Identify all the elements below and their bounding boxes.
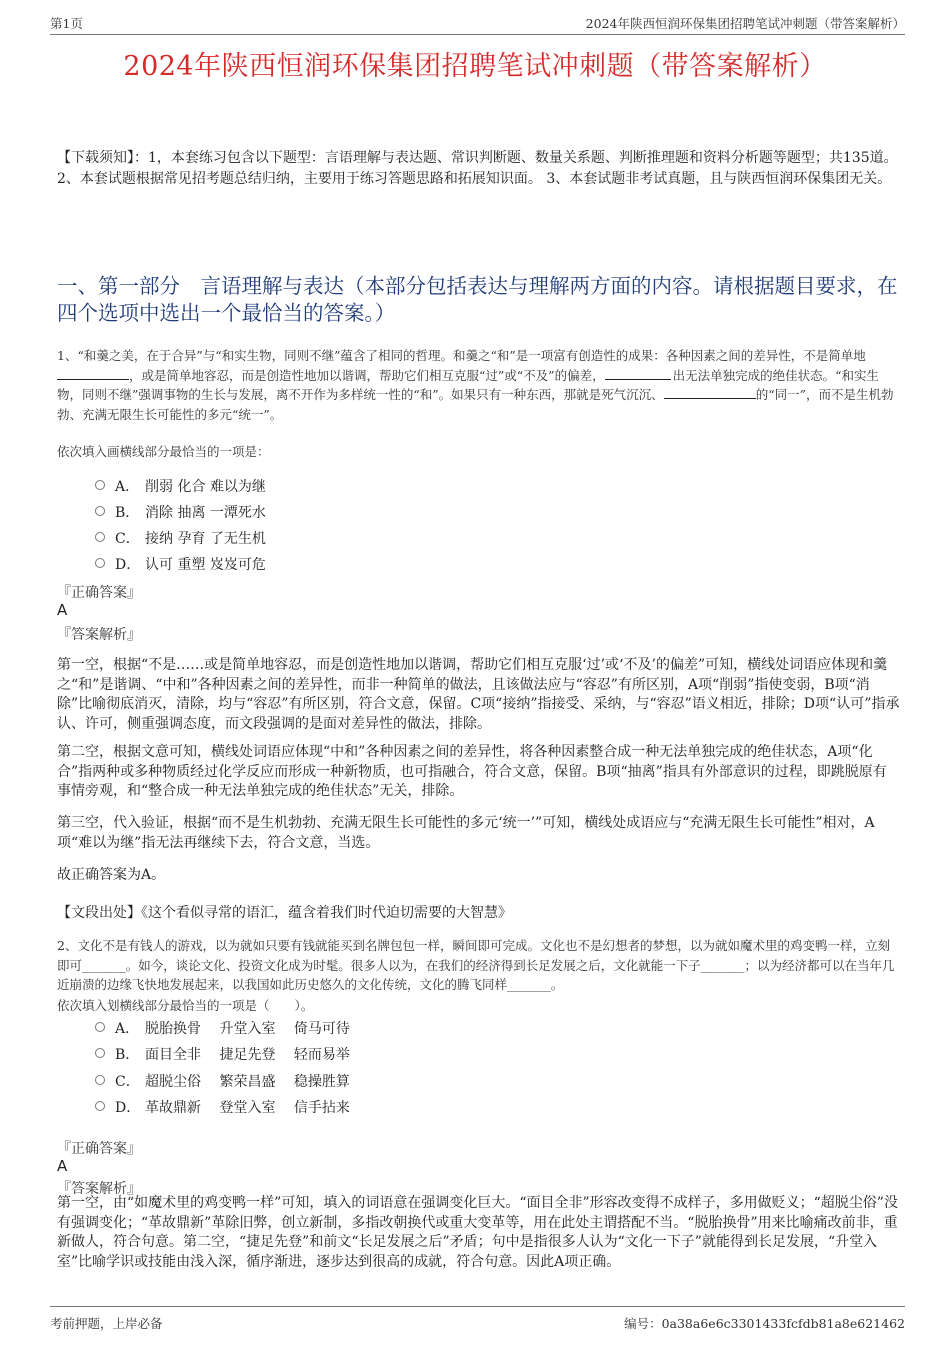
document-title: 2024年陕西恒润环保集团招聘笔试冲刺题（带答案解析） <box>123 51 827 82</box>
option-c[interactable]: C． 接纳 孕育 了无生机 <box>95 528 266 548</box>
radio-icon[interactable] <box>95 480 105 490</box>
blank-3 <box>664 385 756 399</box>
answer-value: A <box>57 601 68 619</box>
page-footer <box>50 1306 905 1337</box>
answer-label: 『正确答案』 <box>57 585 141 601</box>
analysis-paragraph: 第一空，由“如魔术里的鸡变鸭一样”可知，填入的词语意在强调变化巨大。“面目全非”形容改变得不成样子，多用做贬义；“超脱尘俗”没有强调变化；“革故鼎新”革除旧弊，创立新制，多指改朝换代或重大变革等，用在此处主谓搭配不当。“脱胎换骨”用来比喻痛改前非，重新做人，符合句意。第二空，“捷足先登”和前文“长足发展之后”矛盾；句中是指很多人认为“文化一下子”就能得到长足发展，“升堂入室”比喻学识或技能由浅入深，循序渐进，逐步达到很高的成就，符合句意。因此A项正确。 <box>57 1195 898 1270</box>
analysis-paragraph: 第三空，代入验证，根据“而不是生机勃勃、充满无限生长可能性的多元‘统一’”可知，横线处成语应与“充满无限生长可能性”相对，A项“难以为继”指无法再继续下去，符合文意，当选。 <box>57 815 875 851</box>
download-notice: 【下载须知】：1，本套练习包含以下题型：言语理解与表达题、常识判断题、数量关系题、判断推理题和资料分析题等题型；共135道。 2、本套试题根据常见招考题总结归纳，主要用于练习答题思路和拓展知识面。 3、本套试题非考试真题，且与陕西恒润环保集团无关。 <box>57 150 898 187</box>
radio-icon[interactable] <box>95 532 105 542</box>
option-a[interactable]: A． 脱胎换骨 升堂入室 倚马可待 <box>95 1018 350 1038</box>
header-doc-title: 2024年陕西恒润环保集团招聘笔试冲刺题（带答案解析） <box>585 16 905 31</box>
radio-icon[interactable] <box>95 506 105 516</box>
option-d[interactable]: D． 认可 重塑 岌岌可危 <box>95 554 266 574</box>
question-1-text: 1、“和羹之美，在于合异”与“和实生物，同则不继”蕴含了相同的哲理。和羹之“和”是一项富有创造性的成果：各种因素之间的差异性，不是简单地，或是简单地容忍，而是创造性地加以谐调，帮助它们相互克服“过”或“不及”的偏差， 出无法单独完成的绝佳状态。“和实生物，同则不继”强调事物的生长与发展，离不开作为多样统一性的“和”。如果只有一种东西，那就是死气沉沉、 的“同一”，而不是生机勃勃、充满无限生长可能性的多元“统一”。 <box>57 348 894 422</box>
option-b[interactable]: B． 消除 抽离 一潭死水 <box>95 502 266 522</box>
radio-icon[interactable] <box>95 558 105 568</box>
passage-source: 【文段出处】《这个看似寻常的语汇，蕴含着我们时代迫切需要的大智慧》 <box>57 905 512 921</box>
analysis-conclusion: 故正确答案为A。 <box>57 867 166 883</box>
footer-slogan: 考前押题，上岸必备 <box>50 1316 163 1331</box>
question-2-text: 2、文化不是有钱人的游戏，以为就如只要有钱就能买到名牌包包一样，瞬间即可完成。文化也不是幻想者的梦想，以为就如魔术里的鸡变鸭一样，立刻即可_______。如今，谈论文化、投资文化成为时髦。很多人以为，在我们的经济得到长足发展之后，文化就能一下子_______；以为经济都可以在当年几近崩溃的边缘飞快地发展起来，以我国如此历史悠久的文化传统，文化的腾飞同样_______。 <box>57 938 895 992</box>
question-1-prompt: 依次填入画横线部分最恰当的一项是： <box>57 444 270 459</box>
section-title: 一、第一部分 言语理解与表达（本部分包括表达与理解两方面的内容。请根据题目要求，在四个选项中选出一个最恰当的答案。） <box>57 274 898 325</box>
analysis-paragraph: 第一空，根据“不是……或是简单地容忍，而是创造性地加以谐调，帮助它们相互克服‘过’或‘不及’的偏差”可知，横线处词语应体现和羹之“和”是谐调、“中和”各种因素之间的差异性，而非一种简单的做法，且该做法应与“容忍”有所区别，A项“削弱”指使变弱，B项“消除”比喻彻底消灭，清除，均与“容忍”有所区别，符合文意，保留。C项“接纳”指接受、采纳，与“容忍”语义相近，排除；D项“认可”指承认、许可，侧重强调态度，而文段强调的是面对差异性的做法，排除。 <box>57 657 900 732</box>
option-a[interactable]: A． 削弱 化合 难以为继 <box>95 476 266 496</box>
page-number: 第1页 <box>50 16 83 31</box>
blank-1 <box>57 366 129 380</box>
analysis-paragraph: 第二空，根据文意可知，横线处词语应体现“中和”各种因素之间的差异性，将各种因素整合成一种无法单独完成的绝佳状态，A项“化合”指两种或多种物质经过化学反应而形成一种新物质，也可指融合，符合文意，保留。B项“抽离”指具有外部意识的过程，即跳脱原有事情旁观，和“整合成一种无法单独完成的绝佳状态”无关，排除。 <box>57 744 887 799</box>
answer-label: 『正确答案』 <box>57 1141 141 1157</box>
radio-icon[interactable] <box>95 1075 105 1085</box>
radio-icon[interactable] <box>95 1022 105 1032</box>
analysis-label: 『答案解析』 <box>57 1181 141 1197</box>
analysis-label: 『答案解析』 <box>57 627 141 643</box>
page-header <box>50 12 905 35</box>
footer-serial: 编号：0a38a6e6c3301433fcfdb81a8e621462 <box>624 1316 905 1331</box>
answer-value: A <box>57 1157 68 1175</box>
question-2-prompt: 依次填入划横线部分最恰当的一项是（ ）。 <box>57 998 314 1013</box>
option-b[interactable]: B． 面目全非 捷足先登 轻而易举 <box>95 1044 350 1064</box>
option-d[interactable]: D． 革故鼎新 登堂入室 信手拈来 <box>95 1097 350 1117</box>
radio-icon[interactable] <box>95 1048 105 1058</box>
radio-icon[interactable] <box>95 1101 105 1111</box>
option-c[interactable]: C． 超脱尘俗 繁荣昌盛 稳操胜算 <box>95 1071 350 1091</box>
blank-2 <box>605 366 671 380</box>
